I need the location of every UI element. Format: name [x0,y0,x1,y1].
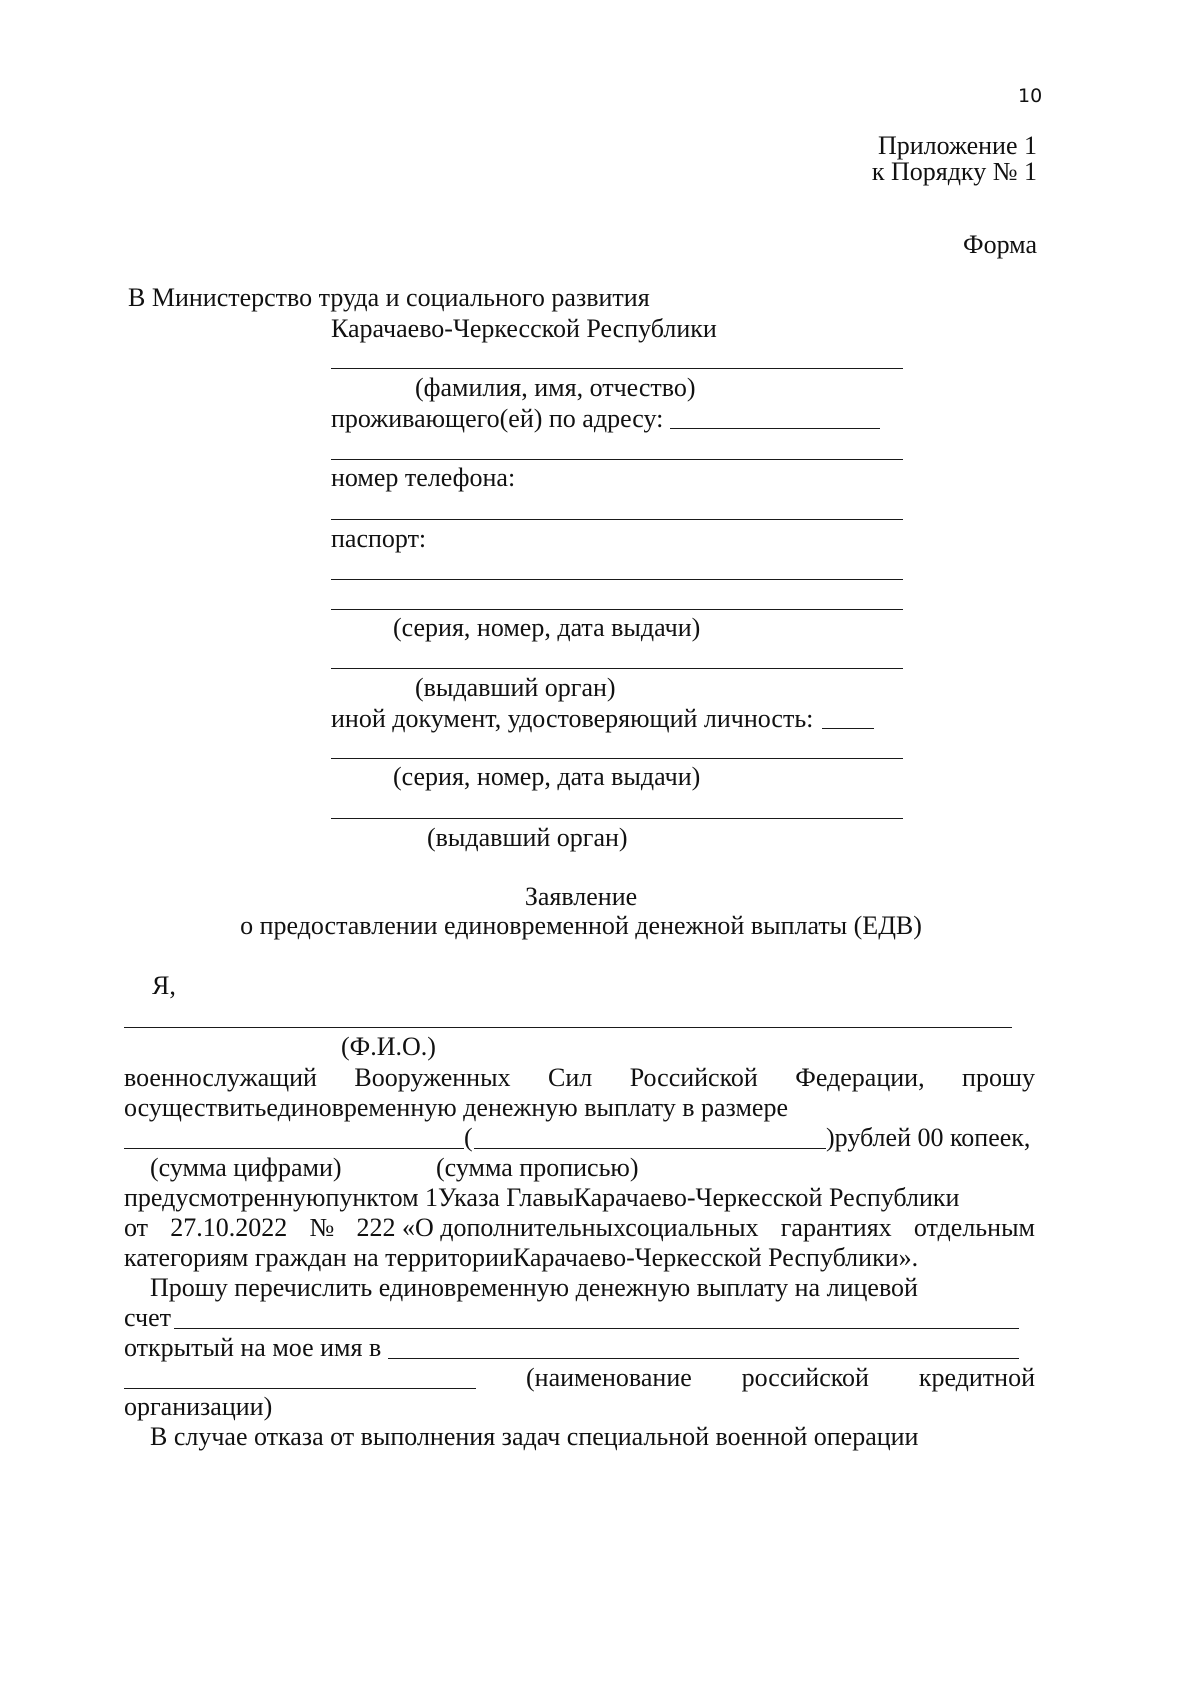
phone-label: номер телефона: [331,463,516,492]
body-line-2: осуществитьединовременную денежную выплату в размере [124,1093,788,1122]
address-input-line[interactable] [670,428,880,429]
applicant-fio-line[interactable] [124,1027,1012,1028]
body-line-4: предусмотреннуюпунктом 1Указа ГлавыКарачаево-Черкесской Республики [124,1183,960,1212]
body-line-5 [124,1212,1035,1244]
bank-caption [526,1362,1035,1394]
fio-caption: (фамилия, имя, отчество) [415,373,696,402]
opened-label: открытый на мое имя в [124,1333,382,1362]
word: Российской [629,1063,758,1092]
word: отдельным [913,1213,1035,1242]
word: российской [741,1363,869,1392]
body-ya: Я, [152,971,176,1000]
word: кредитной [918,1363,1035,1392]
bank-input-line-2[interactable] [124,1388,476,1389]
address-label: проживающего(ей) по адресу: [331,404,664,433]
other-document-input-line[interactable] [822,728,874,729]
word: военнослужащий [124,1063,317,1092]
word: 27.10.2022 [170,1213,288,1242]
sum-open-paren: ( [464,1123,473,1152]
body-line-1 [124,1062,1035,1094]
word: (наименование [526,1363,692,1392]
addressee-line-2: Карачаево-Черкесской Республики [331,314,717,343]
sum-digits-line[interactable] [124,1148,464,1149]
phone-input-line[interactable] [331,519,903,520]
form-label: Форма [963,230,1037,259]
word: гарантиях [780,1213,892,1242]
document-title: Заявление [524,882,638,911]
body-line-7: Прошу перечислить единовременную денежную выплату на лицевой [150,1273,918,1302]
sum-words-caption: (сумма прописью) [436,1153,639,1182]
fio-input-line[interactable] [331,368,903,369]
word: прошу [962,1063,1035,1092]
passport-series-caption: (серия, номер, дата выдачи) [393,613,701,642]
word: Вооруженных [354,1063,511,1092]
addressee-line-1: В Министерство труда и социального развития [128,283,650,312]
passport-input-line-1[interactable] [331,579,903,580]
other-document-issuer-caption: (выдавший орган) [427,823,628,852]
appendix-label: Приложение 1 [877,131,1037,160]
word: № [309,1213,335,1242]
passport-input-line-2[interactable] [331,609,903,610]
bank-input-line[interactable] [388,1358,1019,1359]
body-last-line: В случае отказа от выполнения задач специальной военной операции [150,1422,919,1451]
passport-issuer-caption: (выдавший орган) [415,673,616,702]
sum-currency-text: )рублей 00 копеек, [826,1123,1031,1152]
body-line-6: категориям граждан на территорииКарачаево-Черкесской Республики». [124,1243,919,1272]
word: от [124,1213,149,1242]
passport-label: паспорт: [331,524,427,553]
bank-caption-end: организации) [124,1392,273,1421]
address-input-line-2[interactable] [331,459,903,460]
other-document-label: иной документ, удостоверяющий личность: [331,704,814,733]
account-input-line[interactable] [174,1328,1019,1329]
sum-words-line[interactable] [474,1148,826,1149]
account-label: счет [124,1303,171,1332]
word: Федерации, [795,1063,925,1092]
other-document-series-line[interactable] [331,758,903,759]
page-number: 10 [1018,85,1043,107]
sum-digits-caption: (сумма цифрами) [150,1153,342,1182]
document-subtitle: о предоставлении единовременной денежной выплаты (ЕДВ) [240,911,922,940]
word: 222 «О дополнительныхсоциальных [356,1213,759,1242]
passport-issuer-line[interactable] [331,668,903,669]
other-document-issuer-line[interactable] [331,818,903,819]
other-document-series-caption: (серия, номер, дата выдачи) [393,762,701,791]
applicant-fio-caption: (Ф.И.О.) [341,1032,436,1061]
word: Сил [548,1063,593,1092]
order-reference: к Порядку № 1 [871,157,1037,186]
